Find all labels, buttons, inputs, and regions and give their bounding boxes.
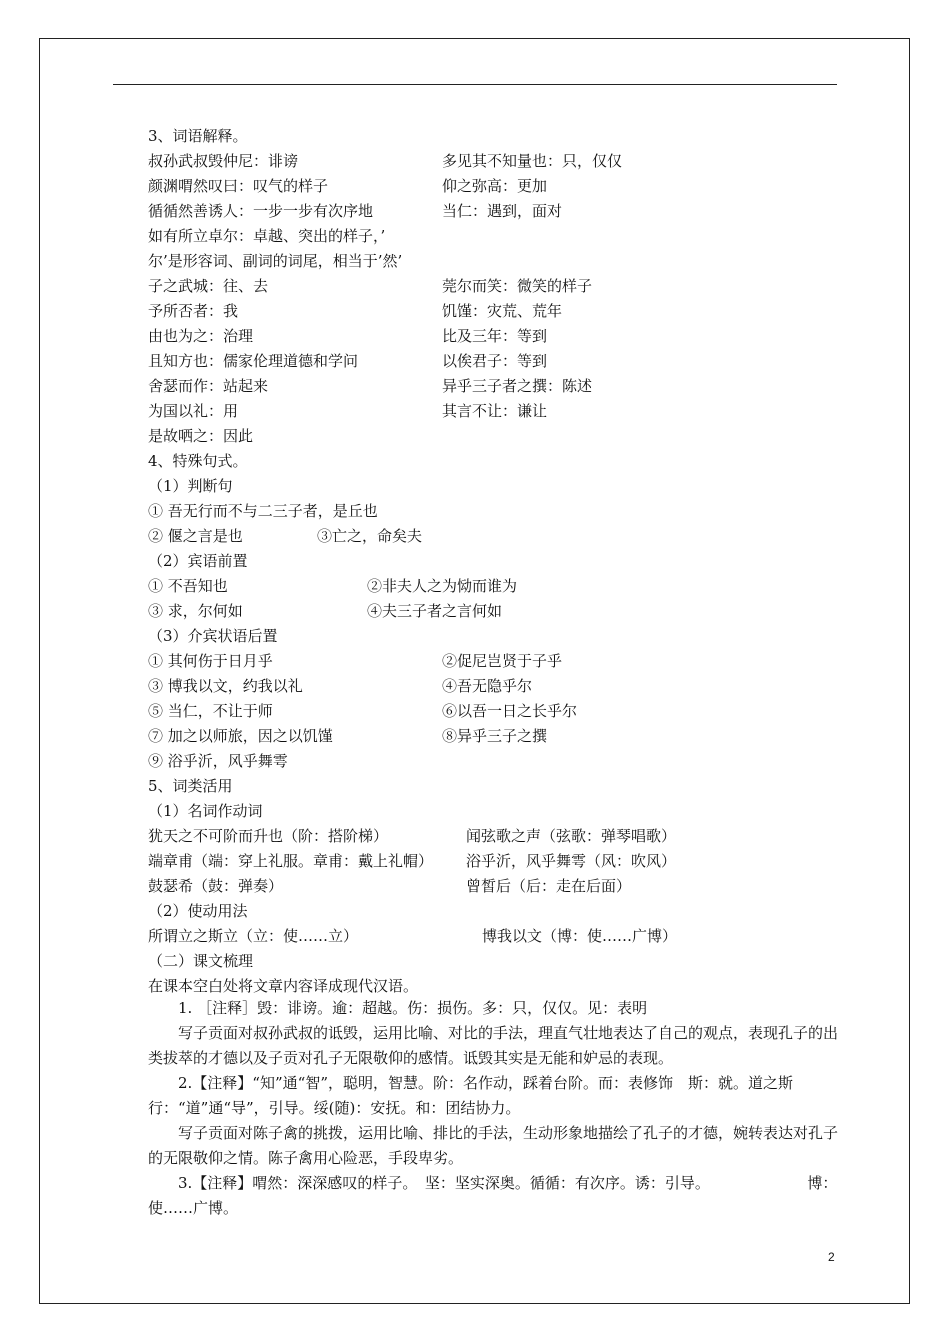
two-column-row [148,674,848,699]
two-column-row [148,174,848,199]
two-column-row [148,199,848,224]
left-entry: 循循然善诱人：一步一步有次序地 [148,202,374,220]
note-text: 2.【注释】“知”通“智”，聪明，智慧。阶：名作动，踩着台阶。而：表修饰 斯：就。道之斯行：“道”通“导”，引导。绥(随)：安抚。和：团结协力。 [148,1074,793,1117]
left-entry: 由也为之：治理 [148,327,254,345]
example-text: ③亡之，命矣夫 [317,527,423,545]
subsection-heading: （1）判断句 [148,477,233,495]
right-entry: 仰之弥高：更加 [442,177,548,195]
paragraph-2 [148,1121,840,1171]
two-column-row [148,224,848,249]
right-entry: ②非夫人之为恸而谁为 [367,577,518,595]
left-entry: ⑤ 当仁，不让于师 [148,702,273,720]
left-entry: 子之武城：往、去 [148,277,269,295]
instruction-line: 在课本空白处将文章内容译成现代汉语。 [148,977,419,995]
two-column-row [148,399,848,424]
subsection-heading: （2）宾语前置 [148,552,248,570]
right-entry: 以俟君子：等到 [442,352,548,370]
two-column-row [148,699,848,724]
paragraph-1 [148,1021,840,1071]
section-heading: 4、特殊句式。 [148,452,248,470]
paragraph-text: 写子贡面对叔孙武叔的诋毁，运用比喻、对比的手法，理直气壮地表达了自己的观点，表现孔子的出类拔萃的才德以及子贡对孔子无限敬仰的感情。诋毁其实是无能和妒忌的表现。 [148,1024,839,1067]
right-entry: 饥馑：灾荒、荒年 [442,302,563,320]
example-line: ① 吾无行而不与二三子者，是丘也 [148,502,378,520]
two-column-row [148,274,848,299]
right-entry: ⑥以吾一日之长乎尔 [442,702,578,720]
note-3 [148,1171,840,1221]
subsection-heading: （2）使动用法 [148,902,248,920]
left-entry: ③ 博我以文，约我以礼 [148,677,303,695]
left-entry: 为国以礼：用 [148,402,239,420]
right-entry: 多见其不知量也：只，仅仅 [442,152,623,170]
right-entry: 闻弦歌之声（弦歌：弹琴唱歌） [466,827,677,845]
two-column-row [148,424,848,449]
two-column-row [148,874,848,899]
two-column-row [148,649,848,674]
left-entry: 所谓立之斯立（立：使……立） [148,927,359,945]
header-rule [113,84,837,85]
right-entry: 异乎三子者之撰：陈述 [442,377,593,395]
section-heading: 3、词语解释。 [148,127,248,145]
vocab-list [148,149,848,449]
note-text: 1. ［注释］毁：诽谤。逾：超越。伤：损伤。多：只，仅仅。见：表明 [178,999,648,1017]
left-entry: 是故哂之：因此 [148,427,254,445]
note-2 [148,1071,840,1121]
two-column-row [148,849,848,874]
two-column-row [148,924,848,949]
left-entry: ⑦ 加之以师旅，因之以饥馑 [148,727,333,745]
left-entry: ③ 求，尔何如 [148,602,243,620]
right-entry: 曾皙后（后：走在后面） [466,877,632,895]
two-column-row [148,824,848,849]
example-list [148,574,848,624]
right-entry: ⑧异乎三子之撰 [442,727,548,745]
subsection-heading: （3）介宾状语后置 [148,627,278,645]
example-list [148,824,848,899]
two-column-row [148,374,848,399]
paragraph-text: 写子贡面对陈子禽的挑拨，运用比喻、排比的手法，生动形象地描绘了孔子的才德，婉转表达对孔子的无限敬仰之情。陈子禽用心险恶，手段卑劣。 [148,1124,839,1167]
section-heading: 5、词类活用 [148,777,233,795]
left-entry: 且知方也：儒家伦理道德和学问 [148,352,359,370]
left-entry: 叔孙武叔毁仲尼：诽谤 [148,152,299,170]
right-entry: 其言不让：谦让 [442,402,548,420]
left-entry: 端章甫（端：穿上礼服。章甫：戴上礼帽） [148,852,434,870]
left-entry: ① 其何伤于日月乎 [148,652,273,670]
document-body [148,124,848,999]
note-1 [148,996,840,1021]
section-heading: （二）课文梳理 [148,952,254,970]
right-entry: 比及三年：等到 [442,327,548,345]
page-number: 2 [828,1250,835,1264]
right-entry: ②促尼岂贤于子乎 [442,652,563,670]
subsection-heading: （1）名词作动词 [148,802,263,820]
two-column-row [148,349,848,374]
two-column-row [148,574,848,599]
two-column-row [148,299,848,324]
left-entry: 颜渊喟然叹曰：叹气的样子 [148,177,329,195]
left-entry: 予所否者：我 [148,302,239,320]
right-entry: 浴乎沂，风乎舞雩（风：吹风） [466,852,677,870]
right-entry: ④夫三子者之言何如 [367,602,503,620]
example-line [148,524,848,549]
left-entry: 鼓瑟希（鼓：弹奏） [148,877,284,895]
two-column-row [148,149,848,174]
right-entry: 莞尔而笑：微笑的样子 [442,277,593,295]
left-entry: 犹天之不可阶而升也（阶：搭阶梯） [148,827,389,845]
example-list [148,649,848,749]
right-entry: 当仁：遇到，面对 [442,202,563,220]
example-text: ② 偃之言是也 [148,527,243,545]
two-column-row [148,324,848,349]
right-entry: ④吾无隐乎尔 [442,677,533,695]
left-entry: 尔’是形容词、副词的词尾，相当于’然’ [148,252,403,270]
left-entry: 如有所立卓尔：卓越、突出的样子，’ [148,227,386,245]
left-entry: 舍瑟而作：站起来 [148,377,269,395]
note-text: 3.【注释】喟然：深深感叹的样子。 坚：坚实深奥。循循：有次序。诱：引导。 博：使……广博。 [148,1174,838,1217]
right-entry: 博我以文（博：使……广博） [482,927,678,945]
two-column-row [148,599,848,624]
left-entry: ① 不吾知也 [148,577,228,595]
example-line: ⑨ 浴乎沂，风乎舞雩 [148,752,288,770]
two-column-row [148,249,848,274]
example-list [148,924,848,949]
two-column-row [148,724,848,749]
